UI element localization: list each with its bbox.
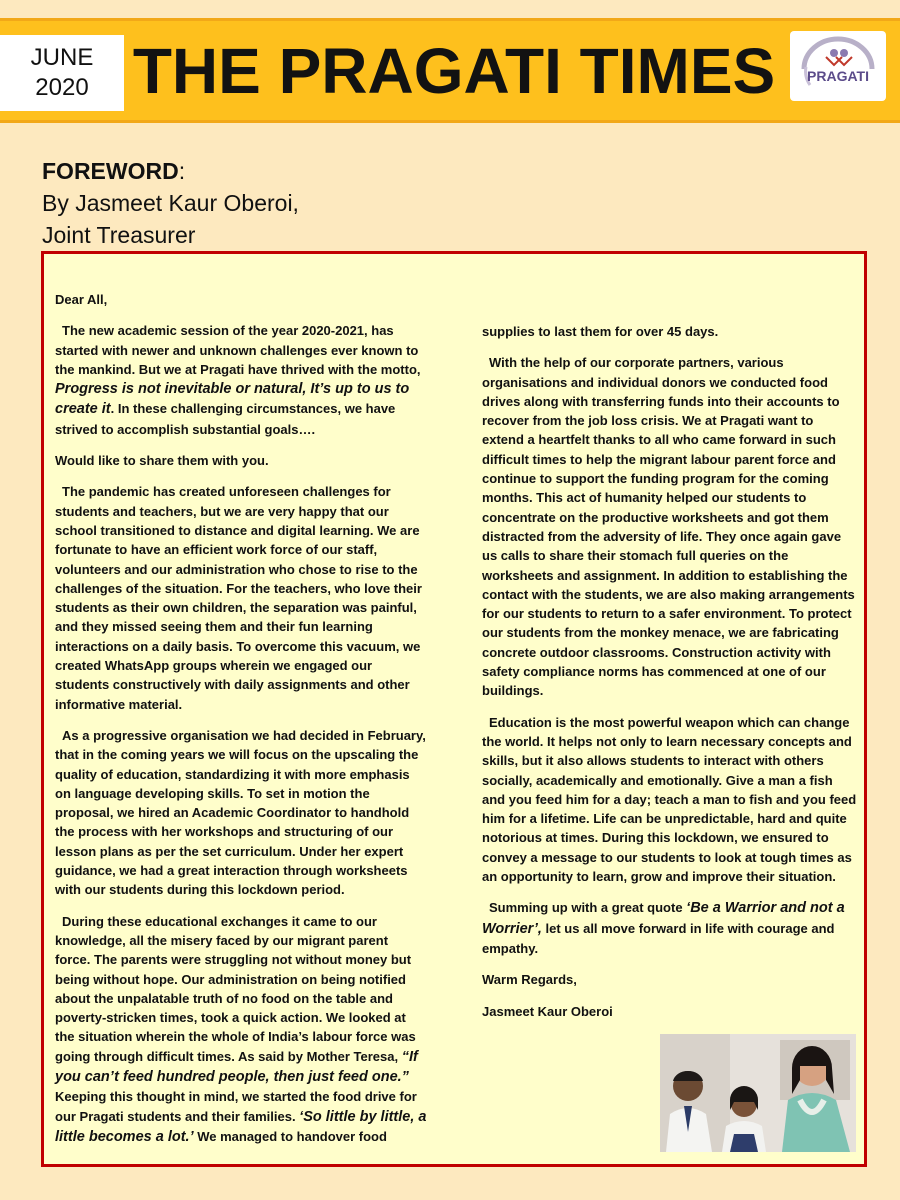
- paragraph-partners: With the help of our corporate partners, various organisations and individual donors we conducted food drives along with transferring funds into their accounts to recover from the job loss crisis. We at Pragati want to extend a heartfelt thanks to all who came forward in such difficult times to help the migrant labour parent force and continue to support the funding program for the coming months. This act of humanity helped our students to concentrate on the productive worksheets and got them distracted from the adversity of life. They once again gave us calls to share their stomach full queries on the worksheets and assignment. In addition to establishing the contact with the students, we are also making arrangements for our students to return to a safer environment. To protect our students from the monkey menace, we are fabricating concrete outdoor classrooms. Construction activity with safety compliance norms has commenced at one of our buildings.: [482, 355, 855, 699]
- issue-month: JUNE: [30, 44, 94, 71]
- newsletter-title: THE PRAGATI TIMES: [132, 34, 776, 107]
- foreword-byline: By Jasmeet Kaur Oberoi,: [42, 190, 299, 216]
- teresa-quote: “If you can’t feed hundred people, then just feed one.”: [55, 1048, 418, 1085]
- foreword-heading-block: [42, 155, 299, 251]
- masthead: [0, 18, 900, 123]
- author-with-students-photo: [660, 1034, 856, 1152]
- warrior-quote: ‘Be a Warrior and not a Worrier’,: [482, 900, 845, 937]
- salutation: Dear All,: [55, 292, 108, 307]
- closing: Warm Regards,: [482, 972, 577, 988]
- motto-quote: Progress is not inevitable or natural, It’s up to us to create it: [55, 381, 410, 418]
- pragati-logo: [790, 31, 886, 101]
- foreword-role: Joint Treasurer: [42, 222, 196, 248]
- paragraph-progressive: As a progressive organisation we had decided in February, that in the coming years we will focus on the upscaling the quality of education, standardizing it with more emphasis on language developing skills. To set in motion the proposal, we hired an Academic Coordinator to handhold the process with her workshops and structuring of our lesson plans as per the set curriculum. Under her expert guidance, we had a great interaction through worksheets with our students during this lockdown period.: [55, 727, 426, 898]
- letter-column-right: [482, 322, 858, 1033]
- paragraph-pandemic: The pandemic has created unforeseen challenges for students and teachers, but we are very happy that our school transitioned to distance and digital learning. We are fortunate to have an efficient work force of our staff, volunteers and our administration who chose to rise to the challenges of the situation. For the teachers, who love their students as their own children, the separation was painful, and they missed seeing them and their fun learning interactions on a daily basis. To overcome this vacuum, we created WhatsApp groups wherein we engaged our students constructively with daily assignments and other informative material.: [55, 484, 422, 712]
- foreword-heading: FOREWORD: [42, 158, 179, 184]
- paragraph-food-drive: During these educational exchanges it came to our knowledge, all the misery faced by our migrant parent force. The parents were struggling not without money but being without hope. Our administration on being notified about the unpalatable truth of no food on the table and poverty-stricken times, took a quick action. We looked at the situation wherein the whole of India’s labour force was going through difficult times. As said by Mother Teresa, “If you can’t feed hundred people, then just feed one.” Keeping this thought in mind, we started the food drive for our Pragati students and their families. ‘So little by little, a little becomes a lot.’ We managed to handover food: [55, 913, 427, 1145]
- little-quote: ‘So little by little, a little becomes a lot.’: [55, 1108, 427, 1145]
- letter-column-left: [55, 290, 427, 1159]
- foreword-colon: :: [178, 158, 186, 184]
- issue-year: 2020: [35, 74, 89, 101]
- signature: Jasmeet Kaur Oberoi: [482, 1003, 613, 1019]
- issue-date-box: [0, 35, 124, 111]
- svg-text:PRAGATI: PRAGATI: [807, 68, 869, 84]
- paragraph-education: Education is the most powerful weapon which can change the world. It helps not only to learn necessary concepts and skills, but it also allows students to interact with others socially, academically and emotionally. Give a man a fish and you feed him for a day; teach a man to fish and you feed him for a lifetime. Life can be unpredictable, hard and quite notorious at times. During this lockdown, we ensured to convey a message to our students to look at tough times as an opportunity to learn, grow and improve their situation.: [482, 714, 857, 885]
- pragati-logo-icon: [790, 31, 886, 101]
- paragraph-share: Would like to share them with you.: [55, 453, 269, 469]
- paragraph-summing-up: Summing up with a great quote ‘Be a Warrior and not a Worrier’, let us all move forward in life with courage and empathy.: [482, 900, 845, 956]
- letter-box: [41, 251, 867, 1167]
- paragraph-supplies: supplies to last them for over 45 days.: [482, 324, 719, 339]
- paragraph-session: The new academic session of the year 2020-2021, has started with newer and unknown challenges ever known to the mankind. But we at Pragati have thrived with the motto, Progress is not inevitable or natural, It’s up to us to create it. In these challenging circumstances, we have strived to accomplish substantial goals….: [55, 323, 421, 437]
- photo-image: [660, 1034, 856, 1152]
